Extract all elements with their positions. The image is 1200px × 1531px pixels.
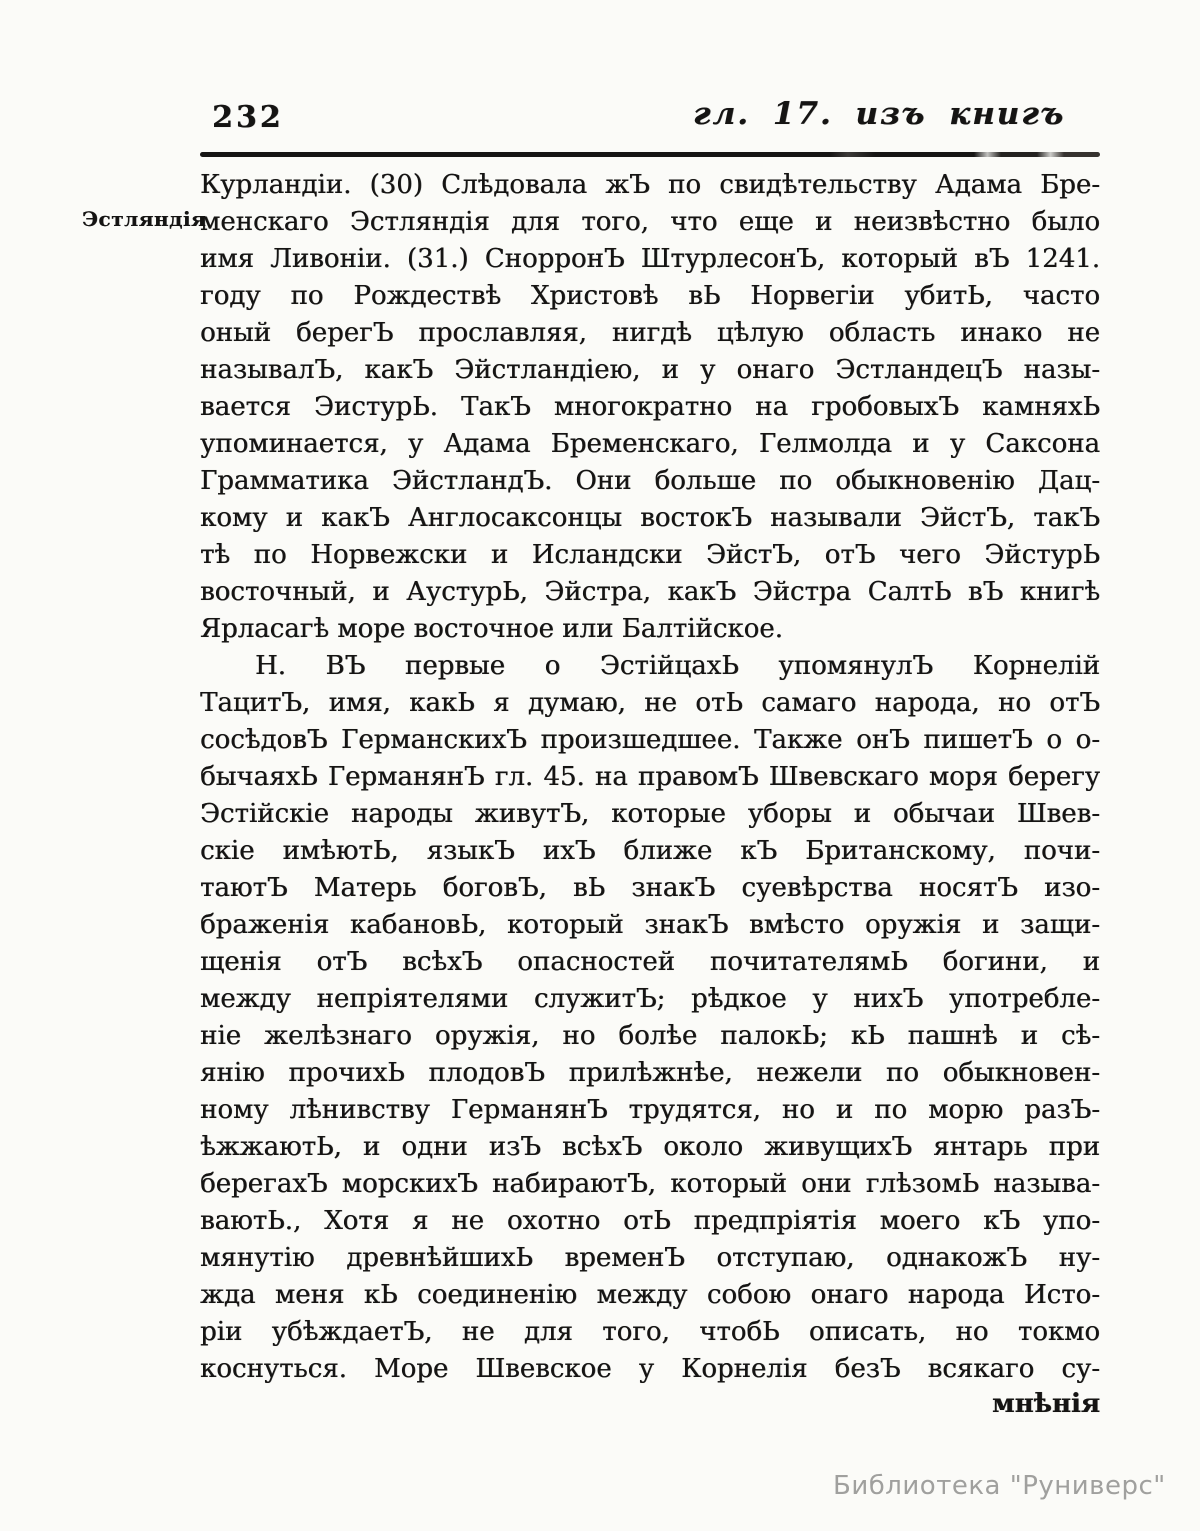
text-line: берегахЪ морскихЪ набираютЪ, который они глѣзомЬ называ- (200, 1169, 1100, 1199)
text-line: Курландіи. (30) Слѣдовала жЪ по свидѣтельству Адама Бре- (200, 170, 1100, 200)
text-line: между непріятелями служитЪ; рѣдкое у нихЪ употребле- (200, 984, 1100, 1014)
text-line: называлЪ, какЪ Эйстландіею, и у онаго ЭстландецЪ назы- (200, 355, 1100, 385)
text-line: коснуться. Море Швевское у Корнелія безЪ всякаго су- (200, 1354, 1100, 1384)
text-line: восточный, и АустурЬ, Эйстра, какЪ Эйстра СалтЬ вЪ книгѣ (200, 577, 1100, 607)
text-line: браженія кабановЬ, который знакЪ вмѣсто оружія и защи- (200, 910, 1100, 940)
text-line: ваютЬ., Хотя я не охотно отЬ предпріятія моего кЪ упо- (200, 1206, 1100, 1236)
page-number: 232 (212, 100, 284, 135)
text-line: кому и какЪ Англосаксонцы востокЪ называли ЭйстЪ, такЪ (200, 503, 1100, 533)
catchword: мнѣнія (991, 1389, 1100, 1419)
text-line: Грамматика ЭйстландЪ. Они больше по обыкновенію Дац- (200, 466, 1100, 496)
text-line: Эстійскіе народы живутЪ, которые уборы и обычаи Швев- (200, 799, 1100, 829)
header-rule (200, 152, 1100, 157)
text-line: янію прочихЬ плодовЪ прилѣжнѣе, нежели по обыкновен- (200, 1058, 1100, 1088)
text-line: мянутію древнѣйшихЬ временЪ отступаю, однакожЪ ну- (200, 1243, 1100, 1273)
text-line: Ярласагѣ море восточное или Балтійское. (200, 614, 783, 644)
text-line: ному лѣнивству ГерманянЪ трудятся, но и по морю разЪ- (200, 1095, 1100, 1125)
text-line: скіе имѣютЬ, языкЪ ихЪ ближе кЪ Британскому, почи- (200, 836, 1100, 866)
text-line: оный берегЪ прославляя, нигдѣ цѣлую область инако не (200, 318, 1100, 348)
text-line: таютЪ Матерь боговЪ, вЬ знакЪ суевѣрства носятЪ изо- (200, 873, 1100, 903)
text-line: жда меня кЬ соединенію между собою онаго народа Исто- (200, 1280, 1100, 1310)
text-line: вается ЭистурЬ. ТакЪ многократно на гробовыхЪ камняхЬ (200, 392, 1100, 422)
text-line: бычаяхЬ ГерманянЪ гл. 45. на правомЪ Швевскаго моря берегу (200, 762, 1100, 792)
text-line: Н. ВЪ первые о ЭстійцахЬ упомянулЪ Корнелій (255, 651, 1100, 681)
text-line: ріи убѣждаетЪ, не для того, чтобЬ описать, но токмо (200, 1317, 1100, 1347)
text-line: ніе желѣзнаго оружія, но болѣе палокЬ; кЬ пашнѣ и сѣ- (200, 1021, 1100, 1051)
running-title: гл. 17. изъ книгъ (693, 96, 1066, 132)
text-line: сосѣдовЪ ГерманскихЪ произшедшее. Также онЪ пишетЪ о о- (200, 725, 1100, 755)
text-block (200, 167, 1100, 1388)
watermark: Библиотека "Руниверс" (833, 1471, 1166, 1501)
text-line: тѣ по Норвежски и Исландски ЭйстЪ, отЪ чего ЭйстурЬ (200, 540, 1100, 570)
text-line: ѣжжаютЬ, и одни изЪ всѣхЪ около живущихЪ янтарь при (200, 1132, 1100, 1162)
text-line: ТацитЪ, имя, какЬ я думаю, не отЬ самаго народа, но отЪ (200, 688, 1100, 718)
margin-note: Эстляндія (82, 207, 207, 231)
text-line: менскаго Эстляндія для того, что еще и неизвѣстно было (200, 207, 1100, 237)
text-line: году по Рождествѣ Христовѣ вЬ Норвегіи убитЬ, часто (200, 281, 1100, 311)
text-line: щенія отЪ всѣхЪ опасностей почитателямЬ богини, и (200, 947, 1100, 977)
text-line: упоминается, у Адама Бременскаго, Гелмолда и у Саксона (200, 429, 1100, 459)
text-line: имя Ливоніи. (31.) СнорронЪ ШтурлесонЪ, который вЪ 1241. (200, 244, 1100, 274)
